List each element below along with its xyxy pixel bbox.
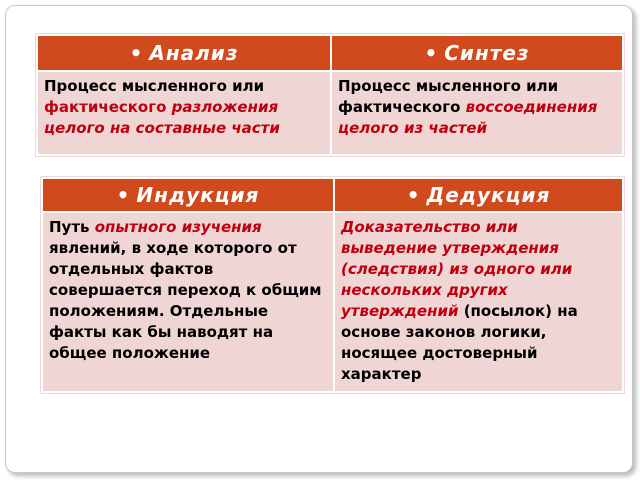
cell-analysis-definition <box>37 71 331 155</box>
header-synthesis-label: Синтез <box>444 41 530 65</box>
induction-text-1: Путь <box>49 218 95 236</box>
header-induction <box>42 178 334 212</box>
header-induction-label: Индукция <box>136 183 260 207</box>
analysis-synthesis-table <box>36 34 624 156</box>
cell-induction-definition <box>42 212 334 392</box>
header-deduction <box>334 178 623 212</box>
header-analysis-label: Анализ <box>149 41 239 65</box>
bullet: • <box>116 183 131 207</box>
cell-deduction-definition <box>334 212 623 392</box>
table-row <box>37 71 623 155</box>
deduction-text-1: Доказательство или выведение утверждения (следствия) из одного или нескольких других утверждений <box>341 218 573 320</box>
table-header-row <box>42 178 623 212</box>
bullet: • <box>424 41 439 65</box>
table-header-row <box>37 35 623 71</box>
header-deduction-label: Дедукция <box>426 183 551 207</box>
header-synthesis <box>331 35 623 71</box>
analysis-text-1: Процесс мысленного или <box>44 77 265 95</box>
cell-synthesis-definition <box>331 71 623 155</box>
table-row <box>42 212 623 392</box>
analysis-text-4: разложения целого на составные части <box>44 98 280 137</box>
bullet: • <box>406 183 421 207</box>
induction-text-2: опытного изучения <box>94 218 262 236</box>
induction-deduction-table <box>41 177 624 393</box>
deduction-text-2: (посылок) на основе законов логики, носящее достоверный характер <box>341 302 578 383</box>
induction-text-3: явлений, в ходе которого от отдельных фактов совершается переход к общим положениям. Отдельные факты как бы наводят на общее положение <box>49 239 322 362</box>
header-analysis <box>37 35 331 71</box>
slide <box>5 5 633 473</box>
synthesis-text-2: воссоединения целого из частей <box>338 98 598 137</box>
synthesis-text-1: Процесс мысленного или фактического <box>338 77 559 116</box>
bullet: • <box>129 41 144 65</box>
analysis-text-2: фактического <box>44 98 167 116</box>
